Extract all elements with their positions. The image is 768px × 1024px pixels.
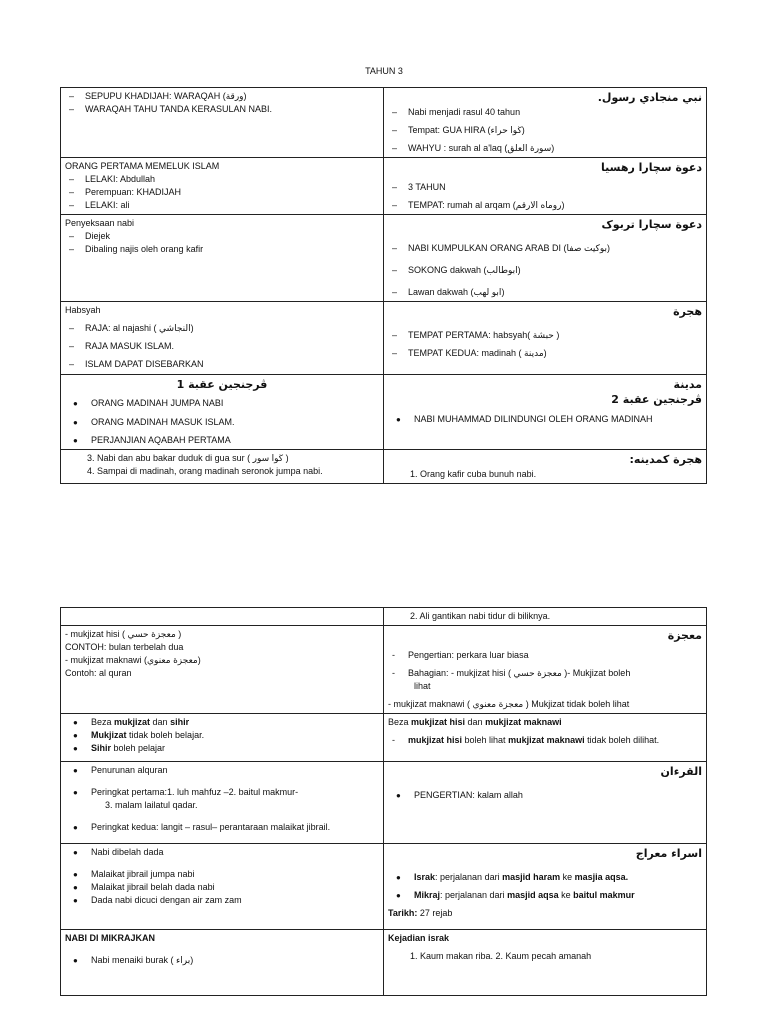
table-row (61, 714, 707, 762)
list-item: - mukjizat hisi ( معجزة حسي ) (65, 629, 182, 640)
list-item: – Perempuan: KHADIJAH (65, 186, 379, 199)
list-item: CONTOH: bulan terbelah dua (65, 642, 184, 653)
list-item: ● Penurunan alquran (65, 764, 379, 777)
list-item-continued: 3. malam lailatul qadar. (105, 800, 198, 811)
list-item: – TEMPAT KEDUA: madinah ( مدينة) (388, 347, 702, 360)
table-cell (384, 762, 707, 844)
table-cell (61, 844, 384, 930)
table-cell (61, 930, 384, 996)
table-cell (384, 844, 707, 930)
section-heading: القرءان (660, 765, 702, 779)
section-heading: ڤرجنجين عقبة 1 (176, 377, 268, 391)
table-row (61, 762, 707, 844)
list-item: ● PENGERTIAN: kalam allah (388, 789, 702, 802)
section-heading: مدينة (673, 377, 702, 391)
table-row (61, 302, 707, 374)
section-title: Kejadian israk (388, 933, 450, 944)
table-cell (61, 626, 384, 714)
notes-table-2 (60, 607, 707, 996)
table-row (61, 844, 707, 930)
date-line: Tarikh: 27 rejab (388, 908, 453, 919)
section-heading: دعوة سچارا رهسيا (601, 161, 702, 175)
list-item: ● Peringkat pertama:1. luh mahfuz –2. baitul makmur- (65, 786, 379, 799)
table-cell (384, 714, 707, 762)
list-item: – LELAKI: ali (65, 199, 379, 212)
list-item: - Bahagian: - mukjizat hisi ( معجزة حسي )- Mukjizat boleh (388, 667, 702, 680)
table-cell (61, 88, 384, 158)
table-cell (384, 374, 707, 449)
page-title: TAHUN 3 (365, 66, 403, 76)
list-item: – SOKONG dakwah (ابوطالب) (388, 264, 702, 277)
list-item: - mukjizat maknawi (معجزة معنوي) (65, 655, 201, 666)
list-item: – Dibaling najis oleh orang kafir (65, 243, 379, 256)
list-item: 3. Nabi dan abu bakar duduk di gua sur ( ڬوا سور ) (87, 452, 289, 463)
list-item: – RAJA MASUK ISLAM. (65, 340, 379, 353)
table-cell (61, 158, 384, 215)
section-heading: هجرة کمدينه: (629, 452, 702, 466)
list-item-continued: lihat (414, 681, 431, 692)
table-cell (61, 449, 384, 483)
table-cell (384, 215, 707, 302)
list-item: – SEPUPU KHADIJAH: WARAQAH (ورقة) (65, 90, 379, 103)
table-row (61, 930, 707, 996)
list-item: – Diejek (65, 230, 379, 243)
list-item: Contoh: al quran (65, 668, 132, 679)
table-row (61, 449, 707, 483)
list-item: – Nabi menjadi rasul 40 tahun (388, 106, 702, 119)
list-item: – WARAQAH TAHU TANDA KERASULAN NABI. (65, 103, 379, 116)
list-item: – LELAKI: Abdullah (65, 173, 379, 186)
list-item: 1. Kaum makan riba. 2. Kaum pecah amanah (410, 951, 592, 962)
list-item: – Lawan dakwah (ابو لهب) (388, 286, 702, 299)
list-item: ● Malaikat jibrail belah dada nabi (65, 881, 379, 894)
list-item: ● Malaikat jibrail jumpa nabi (65, 868, 379, 881)
list-item: 1. Orang kafir cuba bunuh nabi. (410, 468, 537, 479)
list-item: 4. Sampai di madinah, orang madinah seronok jumpa nabi. (87, 465, 323, 476)
table-row (61, 608, 707, 626)
section-heading: هجرة (673, 305, 702, 319)
table-cell (61, 762, 384, 844)
section-heading: دعوة سچارا تربوک (601, 218, 702, 232)
list-item: ● PERJANJIAN AQABAH PERTAMA (65, 434, 379, 447)
table-cell (384, 930, 707, 996)
list-item: ● Peringkat kedua: langit – rasul– perantaraan malaikat jibrail. (65, 821, 379, 834)
table-row (61, 626, 707, 714)
list-item: ● Mikraj: perjalanan dari masjid aqsa ke baitul makmur (388, 889, 702, 902)
section-heading: معجزة (667, 629, 702, 643)
list-item: – 3 TAHUN (388, 181, 702, 194)
list-item: – ISLAM DAPAT DISEBARKAN (65, 358, 379, 371)
table-cell (384, 449, 707, 483)
section-title: Habsyah (65, 305, 101, 316)
list-item: ● Sihir boleh pelajar (65, 742, 379, 755)
list-item: ● Dada nabi dicuci dengan air zam zam (65, 894, 379, 907)
section-subheading: ڤرجنجين عقبة 2 (611, 393, 702, 407)
list-item: - mukjizat hisi boleh lihat mukjizat maknawi tidak boleh dilihat. (388, 734, 702, 747)
table-row (61, 88, 707, 158)
table-cell (61, 374, 384, 449)
list-item: ● Nabi dibelah dada (65, 846, 379, 859)
table-cell (61, 714, 384, 762)
section-heading: نبي منجادي رسول. (597, 91, 702, 104)
table-cell (61, 608, 384, 626)
table-cell (384, 158, 707, 215)
list-item: - mukjizat maknawi ( معجزة معنوي ) Mukjizat tidak boleh lihat (388, 699, 630, 710)
list-item: – NABI KUMPULKAN ORANG ARAB DI (بوکيت صفا) (388, 242, 702, 255)
table-row (61, 158, 707, 215)
table-cell (61, 215, 384, 302)
table-row (61, 374, 707, 449)
list-item: – RAJA: al najashi ( النجاشي) (65, 322, 379, 335)
list-item: ● NABI MUHAMMAD DILINDUNGI OLEH ORANG MADINAH (388, 413, 702, 426)
table-cell (384, 626, 707, 714)
table-cell (384, 608, 707, 626)
list-item: – WAHYU : surah al a'laq (سورة العلق) (388, 142, 702, 155)
list-item: – TEMPAT: rumah al arqam (روماه الارقم) (388, 199, 702, 212)
section-title: ORANG PERTAMA MEMELUK ISLAM (65, 161, 220, 172)
section-title: NABI DI MIKRAJKAN (65, 933, 155, 944)
list-item: ● Nabi menaiki burak ( براء) (65, 954, 379, 967)
table-row (61, 215, 707, 302)
list-item: 2. Ali gantikan nabi tidur di biliknya. (410, 611, 551, 621)
table-cell (384, 302, 707, 374)
section-heading: اسراء معراج (635, 847, 702, 861)
list-item: ● Beza mukjizat dan sihir (65, 716, 379, 729)
list-item: ● ORANG MADINAH MASUK ISLAM. (65, 416, 379, 429)
table-cell (61, 302, 384, 374)
table-cell (384, 88, 707, 158)
list-item: – Tempat: GUA HIRA (ڬوا حراء) (388, 124, 702, 137)
list-item: ● ORANG MADINAH JUMPA NABI (65, 397, 379, 410)
list-item: ● Israk: perjalanan dari masjid haram ke masjia aqsa. (388, 871, 702, 884)
list-item: – TEMPAT PERTAMA: habsyah( حبشة ) (388, 329, 702, 342)
section-title: Beza mukjizat hisi dan mukjizat maknawi (388, 717, 562, 728)
notes-table-1 (60, 87, 707, 484)
list-item: ● Mukjizat tidak boleh belajar. (65, 729, 379, 742)
list-item: - Pengertian: perkara luar biasa (388, 649, 702, 662)
section-title: Penyeksaan nabi (65, 218, 135, 229)
